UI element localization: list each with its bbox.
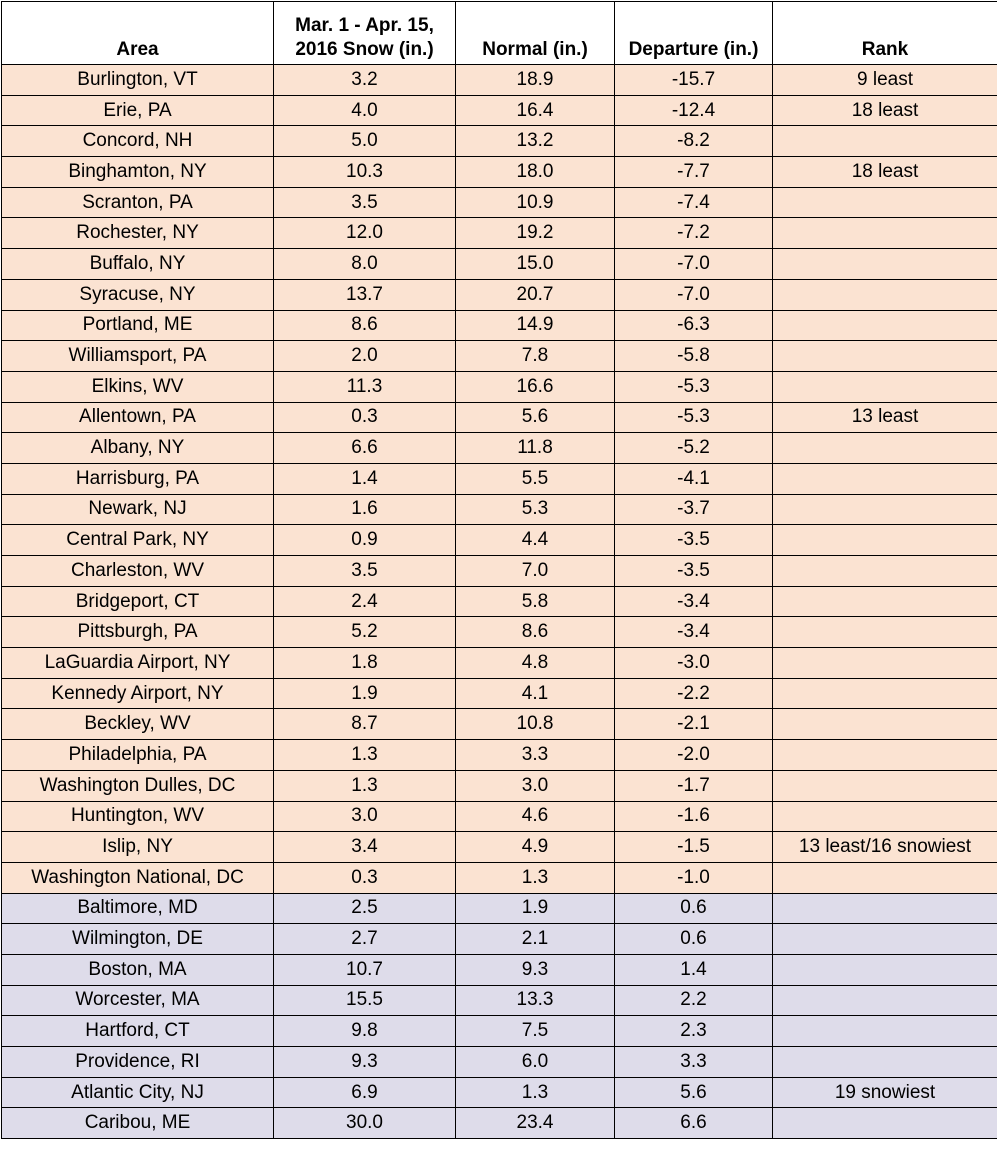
cell-rank xyxy=(773,740,997,771)
header-normal xyxy=(456,2,615,65)
header-departure-label: Departure (in.) xyxy=(629,39,759,60)
cell-rank xyxy=(773,310,997,341)
cell-departure: -4.1 xyxy=(615,463,773,494)
cell-normal: 7.5 xyxy=(456,1016,615,1047)
cell-normal: 8.6 xyxy=(456,617,615,648)
table-row xyxy=(2,310,997,341)
table-row xyxy=(2,249,997,280)
header-normal-label: Normal (in.) xyxy=(482,39,588,60)
table-row xyxy=(2,985,997,1016)
cell-snow: 30.0 xyxy=(274,1108,456,1139)
cell-departure: -1.6 xyxy=(615,801,773,832)
cell-rank xyxy=(773,249,997,280)
cell-rank xyxy=(773,126,997,157)
cell-snow: 11.3 xyxy=(274,371,456,402)
table-row xyxy=(2,954,997,985)
cell-normal: 1.3 xyxy=(456,1077,615,1108)
cell-departure: -7.7 xyxy=(615,157,773,188)
cell-rank xyxy=(773,770,997,801)
cell-departure: -2.1 xyxy=(615,709,773,740)
table-row xyxy=(2,65,997,96)
table-row xyxy=(2,157,997,188)
cell-departure: 2.3 xyxy=(615,1016,773,1047)
table-row xyxy=(2,924,997,955)
header-snow-line-1: Mar. 1 - Apr. 15, xyxy=(295,15,434,36)
cell-area: Central Park, NY xyxy=(2,525,274,556)
cell-departure: -1.7 xyxy=(615,770,773,801)
cell-area: Williamsport, PA xyxy=(2,341,274,372)
cell-area: Harrisburg, PA xyxy=(2,463,274,494)
cell-departure: -2.2 xyxy=(615,678,773,709)
cell-area: Philadelphia, PA xyxy=(2,740,274,771)
cell-area: Providence, RI xyxy=(2,1047,274,1078)
cell-normal: 4.6 xyxy=(456,801,615,832)
table-row xyxy=(2,1077,997,1108)
cell-snow: 0.9 xyxy=(274,525,456,556)
cell-snow: 5.0 xyxy=(274,126,456,157)
table-row xyxy=(2,832,997,863)
cell-rank xyxy=(773,678,997,709)
table-row xyxy=(2,187,997,218)
cell-snow: 8.6 xyxy=(274,310,456,341)
cell-departure: -3.4 xyxy=(615,586,773,617)
cell-area: Hartford, CT xyxy=(2,1016,274,1047)
cell-area: Boston, MA xyxy=(2,954,274,985)
cell-snow: 3.5 xyxy=(274,556,456,587)
table-row xyxy=(2,341,997,372)
cell-snow: 15.5 xyxy=(274,985,456,1016)
cell-rank xyxy=(773,617,997,648)
header-rank-label: Rank xyxy=(862,39,908,60)
cell-snow: 2.7 xyxy=(274,924,456,955)
cell-area: Scranton, PA xyxy=(2,187,274,218)
cell-departure: 1.4 xyxy=(615,954,773,985)
cell-rank xyxy=(773,494,997,525)
cell-rank xyxy=(773,1016,997,1047)
cell-snow: 3.2 xyxy=(274,65,456,96)
table-row xyxy=(2,586,997,617)
cell-rank xyxy=(773,556,997,587)
cell-normal: 18.9 xyxy=(456,65,615,96)
cell-area: Kennedy Airport, NY xyxy=(2,678,274,709)
cell-departure: 5.6 xyxy=(615,1077,773,1108)
cell-snow: 3.5 xyxy=(274,187,456,218)
cell-rank xyxy=(773,371,997,402)
table-row xyxy=(2,218,997,249)
cell-snow: 1.3 xyxy=(274,770,456,801)
cell-normal: 15.0 xyxy=(456,249,615,280)
cell-departure: -3.0 xyxy=(615,648,773,679)
cell-departure: 2.2 xyxy=(615,985,773,1016)
cell-rank xyxy=(773,586,997,617)
cell-rank xyxy=(773,648,997,679)
cell-area: Rochester, NY xyxy=(2,218,274,249)
table-row xyxy=(2,402,997,433)
cell-departure: 0.6 xyxy=(615,924,773,955)
cell-rank xyxy=(773,985,997,1016)
table-row xyxy=(2,371,997,402)
cell-normal: 10.8 xyxy=(456,709,615,740)
cell-normal: 16.4 xyxy=(456,95,615,126)
cell-area: Worcester, MA xyxy=(2,985,274,1016)
table-row xyxy=(2,893,997,924)
cell-area: Albany, NY xyxy=(2,433,274,464)
cell-snow: 2.4 xyxy=(274,586,456,617)
cell-snow: 5.2 xyxy=(274,617,456,648)
cell-area: Wilmington, DE xyxy=(2,924,274,955)
cell-snow: 8.0 xyxy=(274,249,456,280)
table-row xyxy=(2,126,997,157)
table-row xyxy=(2,648,997,679)
cell-area: Elkins, WV xyxy=(2,371,274,402)
table-row xyxy=(2,862,997,893)
cell-departure: -3.5 xyxy=(615,556,773,587)
cell-departure: -5.2 xyxy=(615,433,773,464)
table-row xyxy=(2,279,997,310)
table-row xyxy=(2,494,997,525)
table-row xyxy=(2,525,997,556)
cell-area: Washington Dulles, DC xyxy=(2,770,274,801)
cell-departure: 0.6 xyxy=(615,893,773,924)
cell-normal: 1.9 xyxy=(456,893,615,924)
table-row xyxy=(2,433,997,464)
header-rank xyxy=(773,2,997,65)
cell-snow: 13.7 xyxy=(274,279,456,310)
cell-departure: -2.0 xyxy=(615,740,773,771)
cell-normal: 4.9 xyxy=(456,832,615,863)
cell-snow: 12.0 xyxy=(274,218,456,249)
cell-rank: 19 snowiest xyxy=(773,1077,997,1108)
cell-departure: -7.4 xyxy=(615,187,773,218)
cell-normal: 4.8 xyxy=(456,648,615,679)
cell-rank xyxy=(773,463,997,494)
cell-normal: 16.6 xyxy=(456,371,615,402)
cell-area: Burlington, VT xyxy=(2,65,274,96)
cell-snow: 0.3 xyxy=(274,862,456,893)
cell-area: Binghamton, NY xyxy=(2,157,274,188)
cell-normal: 18.0 xyxy=(456,157,615,188)
cell-area: Washington National, DC xyxy=(2,862,274,893)
cell-normal: 10.9 xyxy=(456,187,615,218)
cell-normal: 6.0 xyxy=(456,1047,615,1078)
cell-snow: 8.7 xyxy=(274,709,456,740)
cell-normal: 19.2 xyxy=(456,218,615,249)
table-row xyxy=(2,95,997,126)
cell-departure: -1.0 xyxy=(615,862,773,893)
cell-area: Allentown, PA xyxy=(2,402,274,433)
cell-rank xyxy=(773,433,997,464)
cell-departure: -5.3 xyxy=(615,371,773,402)
cell-normal: 9.3 xyxy=(456,954,615,985)
header-row xyxy=(2,2,997,65)
cell-departure: -3.7 xyxy=(615,494,773,525)
cell-normal: 5.6 xyxy=(456,402,615,433)
table-row xyxy=(2,617,997,648)
cell-normal: 3.3 xyxy=(456,740,615,771)
cell-area: Syracuse, NY xyxy=(2,279,274,310)
cell-departure: -1.5 xyxy=(615,832,773,863)
cell-normal: 4.4 xyxy=(456,525,615,556)
cell-departure: -7.0 xyxy=(615,279,773,310)
cell-snow: 0.3 xyxy=(274,402,456,433)
table-row xyxy=(2,1016,997,1047)
table-row xyxy=(2,709,997,740)
cell-rank xyxy=(773,1108,997,1139)
cell-snow: 1.3 xyxy=(274,740,456,771)
snowfall-table xyxy=(1,1,997,1139)
cell-snow: 2.0 xyxy=(274,341,456,372)
cell-normal: 3.0 xyxy=(456,770,615,801)
cell-rank: 9 least xyxy=(773,65,997,96)
cell-departure: -3.5 xyxy=(615,525,773,556)
cell-area: Erie, PA xyxy=(2,95,274,126)
header-area-label: Area xyxy=(116,39,158,60)
cell-snow: 1.4 xyxy=(274,463,456,494)
cell-rank xyxy=(773,801,997,832)
cell-snow: 4.0 xyxy=(274,95,456,126)
cell-snow: 10.7 xyxy=(274,954,456,985)
header-departure xyxy=(615,2,773,65)
cell-normal: 7.8 xyxy=(456,341,615,372)
cell-departure: -12.4 xyxy=(615,95,773,126)
table-row xyxy=(2,740,997,771)
cell-departure: -7.2 xyxy=(615,218,773,249)
cell-snow: 9.3 xyxy=(274,1047,456,1078)
cell-area: Charleston, WV xyxy=(2,556,274,587)
cell-rank xyxy=(773,862,997,893)
table-row xyxy=(2,1047,997,1078)
cell-area: LaGuardia Airport, NY xyxy=(2,648,274,679)
cell-rank: 18 least xyxy=(773,95,997,126)
cell-rank xyxy=(773,954,997,985)
header-area xyxy=(2,2,274,65)
cell-normal: 5.8 xyxy=(456,586,615,617)
cell-normal: 13.2 xyxy=(456,126,615,157)
cell-area: Concord, NH xyxy=(2,126,274,157)
cell-departure: -8.2 xyxy=(615,126,773,157)
cell-area: Caribou, ME xyxy=(2,1108,274,1139)
cell-snow: 2.5 xyxy=(274,893,456,924)
cell-snow: 3.0 xyxy=(274,801,456,832)
cell-snow: 3.4 xyxy=(274,832,456,863)
table-row xyxy=(2,1108,997,1139)
cell-departure: -5.8 xyxy=(615,341,773,372)
header-snow-line-2: 2016 Snow (in.) xyxy=(295,39,433,60)
cell-area: Beckley, WV xyxy=(2,709,274,740)
cell-snow: 1.6 xyxy=(274,494,456,525)
cell-departure: 6.6 xyxy=(615,1108,773,1139)
cell-snow: 1.8 xyxy=(274,648,456,679)
cell-normal: 23.4 xyxy=(456,1108,615,1139)
cell-departure: 3.3 xyxy=(615,1047,773,1078)
cell-normal: 1.3 xyxy=(456,862,615,893)
cell-area: Pittsburgh, PA xyxy=(2,617,274,648)
cell-snow: 10.3 xyxy=(274,157,456,188)
table-row xyxy=(2,463,997,494)
cell-normal: 7.0 xyxy=(456,556,615,587)
cell-area: Huntington, WV xyxy=(2,801,274,832)
cell-normal: 13.3 xyxy=(456,985,615,1016)
cell-normal: 5.3 xyxy=(456,494,615,525)
cell-departure: -7.0 xyxy=(615,249,773,280)
cell-area: Buffalo, NY xyxy=(2,249,274,280)
cell-rank xyxy=(773,525,997,556)
cell-normal: 5.5 xyxy=(456,463,615,494)
cell-rank xyxy=(773,187,997,218)
cell-rank xyxy=(773,924,997,955)
cell-area: Islip, NY xyxy=(2,832,274,863)
cell-area: Bridgeport, CT xyxy=(2,586,274,617)
cell-rank: 13 least xyxy=(773,402,997,433)
cell-normal: 20.7 xyxy=(456,279,615,310)
cell-normal: 14.9 xyxy=(456,310,615,341)
cell-area: Baltimore, MD xyxy=(2,893,274,924)
cell-departure: -6.3 xyxy=(615,310,773,341)
cell-snow: 9.8 xyxy=(274,1016,456,1047)
cell-rank xyxy=(773,218,997,249)
cell-snow: 6.6 xyxy=(274,433,456,464)
cell-rank xyxy=(773,709,997,740)
table-row xyxy=(2,801,997,832)
cell-snow: 6.9 xyxy=(274,1077,456,1108)
cell-normal: 2.1 xyxy=(456,924,615,955)
cell-departure: -5.3 xyxy=(615,402,773,433)
cell-snow: 1.9 xyxy=(274,678,456,709)
cell-area: Newark, NJ xyxy=(2,494,274,525)
cell-rank xyxy=(773,279,997,310)
cell-area: Portland, ME xyxy=(2,310,274,341)
cell-normal: 4.1 xyxy=(456,678,615,709)
cell-rank xyxy=(773,893,997,924)
header-snow xyxy=(274,2,456,65)
table-row xyxy=(2,770,997,801)
cell-rank xyxy=(773,341,997,372)
cell-rank: 18 least xyxy=(773,157,997,188)
cell-departure: -3.4 xyxy=(615,617,773,648)
cell-rank: 13 least/16 snowiest xyxy=(773,832,997,863)
table-row xyxy=(2,678,997,709)
cell-rank xyxy=(773,1047,997,1078)
cell-normal: 11.8 xyxy=(456,433,615,464)
table-body xyxy=(2,65,997,1139)
cell-departure: -15.7 xyxy=(615,65,773,96)
table-row xyxy=(2,556,997,587)
cell-area: Atlantic City, NJ xyxy=(2,1077,274,1108)
